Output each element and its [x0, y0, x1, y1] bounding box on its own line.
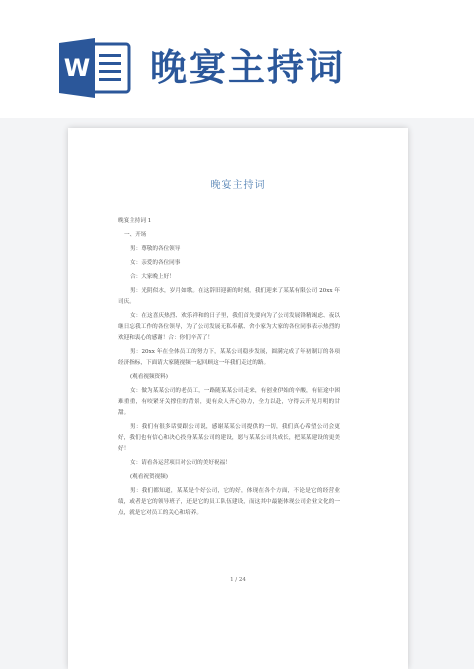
svg-text:W: W: [63, 54, 91, 82]
document-paragraph: 男：尊敬的各位领导: [130, 246, 181, 252]
document-paragraph: (观看视频资料): [130, 374, 168, 380]
document-paragraph: 男：光阴似水，岁月如歌。在这辞旧迎新的时刻，我们迎来了某某有限公司 20xx 年司庆。: [118, 288, 340, 305]
document-paragraph: 合：大家晚上好！: [130, 274, 175, 280]
document-paragraph: 一、开场: [124, 232, 147, 238]
document-paragraph: 女：亲爱的各位同事: [130, 260, 181, 266]
document-paragraph: 女：在这喜庆热烈、欢乐祥和的日子里，我们首先要向为了公司发展锋精竭虑、夜以继日忘我工作的各位领导，为了公司发展无私奉献、舍小家为大家的各位同事表示热烈的欢迎和衷心的感谢！合：你们辛苦了！: [118, 313, 340, 341]
document-paragraph: 男：20xx 年在全体员工的努力下，某某公司稳步发展，圆满完成了年初制订的各项经济指标，下面请大家随视频一起回顾这一年我们走过的路。: [118, 349, 340, 366]
document-body: [118, 216, 340, 522]
document-paragraph: (观看祝贺视频): [130, 474, 168, 480]
word-icon: [57, 38, 132, 98]
document-page: [68, 128, 408, 669]
document-paragraph: 女：请看各运营项目对公司的美好祝福！: [130, 460, 231, 466]
page-number: 1 / 24: [230, 577, 246, 583]
document-paragraph: 晚宴主持词 1: [118, 218, 152, 224]
document-paragraph: 男：我们都知道，某某是个好公司，它的好，体现在各个方面，不论是它的经营业绩，或者是它的领导班子，还是它的员工队伍建设，而这其中最能体现公司企业文化的一点，就是它对员工的关心和培养。: [118, 488, 340, 516]
document-paragraph: 女：做为某某公司的老员工，一路随某某公司走来，有创业伊始的辛酸，有征途中困难重重，有咬紧牙关撑住的背景，更有众人齐心协力，全力以赴，守得云开见月明的甘甜。: [118, 388, 340, 416]
document-paragraph: 男：我们有很多话要跟公司说，感谢某某公司提供的一切，我们真心希望公司会更好，我们也有信心和决心投身某某公司的建设，愿与某某公司共成长，把某某建设的更美好！: [118, 424, 340, 452]
header-banner: [0, 0, 474, 118]
document-title: 晚宴主持词: [210, 180, 266, 191]
page-title: 晚宴主持词: [150, 46, 345, 89]
